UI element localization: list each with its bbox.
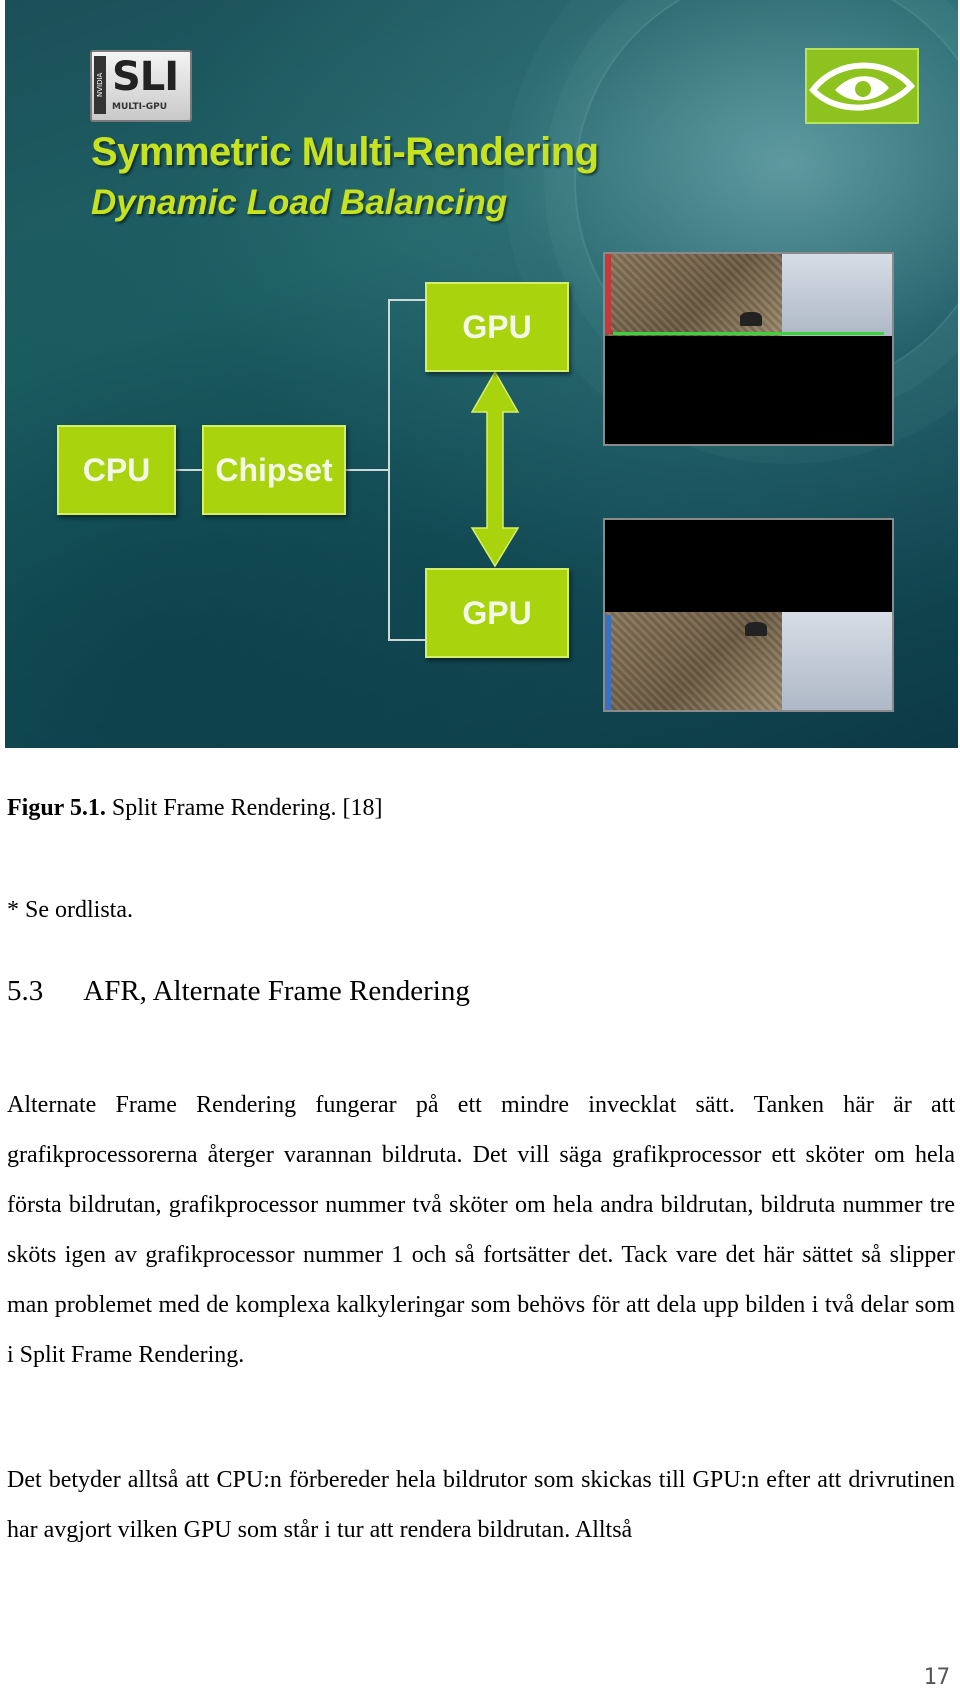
gpu-top-render-panel: [603, 252, 894, 446]
page-number: 17: [923, 1665, 950, 1690]
section-heading: [7, 975, 470, 1008]
section-number: 5.3: [7, 975, 44, 1007]
split-line: [613, 332, 884, 335]
sli-logo-text: SLI: [112, 54, 179, 100]
sli-logo-subtext: MULTI-GPU: [112, 102, 168, 112]
red-edge-marker: [605, 254, 611, 334]
cpu-box: CPU: [57, 425, 176, 515]
gpu-top-box: GPU: [425, 282, 569, 372]
slide-subtitle: Dynamic Load Balancing: [91, 183, 508, 222]
nvidia-vertical-text: NVIDIA: [94, 56, 106, 114]
figure-caption: [7, 795, 383, 822]
black-region: [605, 520, 892, 612]
caption-text: Split Frame Rendering. [18]: [105, 795, 383, 821]
figure-slide: [5, 0, 958, 748]
double-arrow-icon: [472, 372, 518, 566]
caption-label: Figur 5.1.: [7, 795, 106, 821]
blue-edge-marker: [605, 615, 611, 710]
gpu-bottom-box: GPU: [425, 568, 569, 658]
paragraph: Alternate Frame Rendering fungerar på ett mindre invecklat sätt. Tanken här är att grafikprocessorerna återger varannan bildruta. Det vill säga grafikprocessor ett sköter om hela första bildrutan, grafikprocessor nummer två sköter om hela andra bildrutan, bildruta nummer tre sköts igen av grafikprocessor nummer 1 och så fortsätter det. Tack vare det här sättet så slipper man problemet med de komplexa kalkyleringar som behövs för att dela upp bilden i två delar som i Split Frame Rendering.: [7, 1092, 955, 1368]
paragraph: Det betyder alltså att CPU:n förbereder hela bildrutor som skickas till GPU:n efter att drivrutinen har avgjort vilken GPU som står i tur att rendera bildrutan. Alltså: [7, 1467, 955, 1543]
chipset-box: Chipset: [202, 425, 346, 515]
gpu-bottom-render-panel: [603, 518, 894, 712]
sky-image: [782, 612, 892, 710]
section-title: AFR, Alternate Frame Rendering: [83, 975, 470, 1007]
sky-image: [782, 254, 892, 336]
slide-title: Symmetric Multi-Rendering: [91, 130, 599, 174]
jet-icon: [745, 622, 767, 636]
jet-icon: [740, 312, 762, 326]
black-region: [605, 336, 892, 444]
footnote: * Se ordlista.: [7, 897, 133, 923]
